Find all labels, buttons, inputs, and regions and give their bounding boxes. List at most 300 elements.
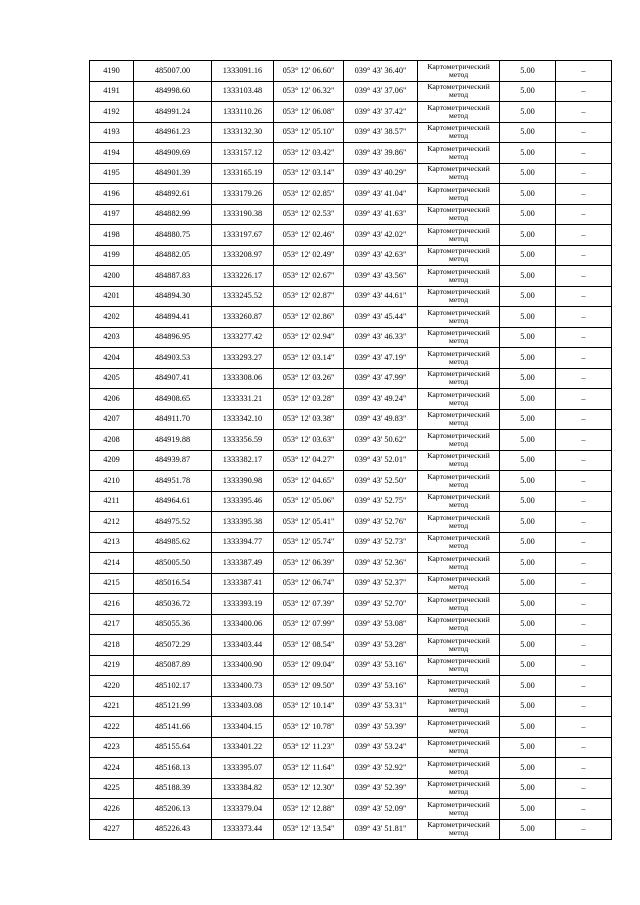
table-row	[90, 204, 612, 225]
y-coordinate-cell: 1333387.41	[212, 573, 274, 594]
table-row	[90, 348, 612, 369]
table-row	[90, 737, 612, 758]
accuracy-cell: 5.00	[500, 266, 556, 287]
latitude-cell: 053° 12' 12.30"	[274, 778, 344, 799]
accuracy-cell: 5.00	[500, 245, 556, 266]
latitude-cell: 053° 12' 08.54"	[274, 635, 344, 656]
x-coordinate-cell: 484901.39	[134, 163, 212, 184]
accuracy-cell: 5.00	[500, 102, 556, 123]
latitude-cell: 053° 12' 03.28"	[274, 389, 344, 410]
y-coordinate-cell: 1333356.59	[212, 430, 274, 451]
accuracy-cell: 5.00	[500, 594, 556, 615]
point-number-cell: 4214	[90, 553, 134, 574]
accuracy-cell: 5.00	[500, 122, 556, 143]
latitude-cell: 053° 12' 11.64"	[274, 758, 344, 779]
accuracy-cell: 5.00	[500, 532, 556, 553]
longitude-cell: 039° 43' 52.01"	[344, 450, 418, 471]
table-row	[90, 143, 612, 164]
table-row	[90, 102, 612, 123]
longitude-cell: 039° 43' 49.83"	[344, 409, 418, 430]
note-cell: –	[556, 676, 612, 697]
longitude-cell: 039° 43' 39.86"	[344, 143, 418, 164]
longitude-cell: 039° 43' 53.24"	[344, 737, 418, 758]
x-coordinate-cell: 484882.99	[134, 204, 212, 225]
table-row	[90, 184, 612, 205]
method-cell: Картометрический метод	[418, 594, 500, 615]
table-row	[90, 368, 612, 389]
latitude-cell: 053° 12' 07.39"	[274, 594, 344, 615]
note-cell: –	[556, 573, 612, 594]
table-row	[90, 655, 612, 676]
accuracy-cell: 5.00	[500, 430, 556, 451]
note-cell: –	[556, 389, 612, 410]
note-cell: –	[556, 635, 612, 656]
table-row	[90, 430, 612, 451]
point-number-cell: 4216	[90, 594, 134, 615]
note-cell: –	[556, 758, 612, 779]
longitude-cell: 039° 43' 52.70"	[344, 594, 418, 615]
latitude-cell: 053° 12' 12.88"	[274, 799, 344, 820]
x-coordinate-cell: 485155.64	[134, 737, 212, 758]
method-cell: Картометрический метод	[418, 184, 500, 205]
table-row	[90, 532, 612, 553]
accuracy-cell: 5.00	[500, 799, 556, 820]
x-coordinate-cell: 485188.39	[134, 778, 212, 799]
latitude-cell: 053° 12' 02.67"	[274, 266, 344, 287]
y-coordinate-cell: 1333404.15	[212, 717, 274, 738]
method-cell: Картометрический метод	[418, 368, 500, 389]
note-cell: –	[556, 409, 612, 430]
table-row	[90, 163, 612, 184]
note-cell: –	[556, 81, 612, 102]
latitude-cell: 053° 12' 02.94"	[274, 327, 344, 348]
latitude-cell: 053° 12' 02.86"	[274, 307, 344, 328]
note-cell: –	[556, 696, 612, 717]
latitude-cell: 053° 12' 09.04"	[274, 655, 344, 676]
table-row	[90, 512, 612, 533]
accuracy-cell: 5.00	[500, 717, 556, 738]
latitude-cell: 053° 12' 05.74"	[274, 532, 344, 553]
y-coordinate-cell: 1333382.17	[212, 450, 274, 471]
point-number-cell: 4211	[90, 491, 134, 512]
latitude-cell: 053° 12' 05.41"	[274, 512, 344, 533]
point-number-cell: 4191	[90, 81, 134, 102]
longitude-cell: 039° 43' 52.09"	[344, 799, 418, 820]
method-cell: Картометрический метод	[418, 614, 500, 635]
method-cell: Картометрический метод	[418, 348, 500, 369]
point-number-cell: 4221	[90, 696, 134, 717]
longitude-cell: 039° 43' 36.40"	[344, 61, 418, 82]
accuracy-cell: 5.00	[500, 573, 556, 594]
note-cell: –	[556, 61, 612, 82]
method-cell: Картометрический метод	[418, 81, 500, 102]
accuracy-cell: 5.00	[500, 286, 556, 307]
x-coordinate-cell: 484939.87	[134, 450, 212, 471]
point-number-cell: 4204	[90, 348, 134, 369]
point-number-cell: 4201	[90, 286, 134, 307]
accuracy-cell: 5.00	[500, 327, 556, 348]
note-cell: –	[556, 327, 612, 348]
method-cell: Картометрический метод	[418, 102, 500, 123]
table-row	[90, 778, 612, 799]
longitude-cell: 039° 43' 37.06"	[344, 81, 418, 102]
longitude-cell: 039° 43' 40.29"	[344, 163, 418, 184]
note-cell: –	[556, 778, 612, 799]
x-coordinate-cell: 484961.23	[134, 122, 212, 143]
longitude-cell: 039° 43' 52.92"	[344, 758, 418, 779]
longitude-cell: 039° 43' 52.76"	[344, 512, 418, 533]
point-number-cell: 4195	[90, 163, 134, 184]
note-cell: –	[556, 450, 612, 471]
x-coordinate-cell: 484894.30	[134, 286, 212, 307]
longitude-cell: 039° 43' 41.63"	[344, 204, 418, 225]
point-number-cell: 4199	[90, 245, 134, 266]
latitude-cell: 053° 12' 06.39"	[274, 553, 344, 574]
table-row	[90, 819, 612, 840]
method-cell: Картометрический метод	[418, 430, 500, 451]
note-cell: –	[556, 163, 612, 184]
latitude-cell: 053° 12' 05.06"	[274, 491, 344, 512]
y-coordinate-cell: 1333393.19	[212, 594, 274, 615]
point-number-cell: 4223	[90, 737, 134, 758]
note-cell: –	[556, 553, 612, 574]
point-number-cell: 4205	[90, 368, 134, 389]
method-cell: Картометрический метод	[418, 532, 500, 553]
x-coordinate-cell: 484951.78	[134, 471, 212, 492]
table-row	[90, 81, 612, 102]
longitude-cell: 039° 43' 43.56"	[344, 266, 418, 287]
point-number-cell: 4196	[90, 184, 134, 205]
latitude-cell: 053° 12' 06.32"	[274, 81, 344, 102]
x-coordinate-cell: 484998.60	[134, 81, 212, 102]
accuracy-cell: 5.00	[500, 409, 556, 430]
latitude-cell: 053° 12' 02.87"	[274, 286, 344, 307]
y-coordinate-cell: 1333394.77	[212, 532, 274, 553]
accuracy-cell: 5.00	[500, 614, 556, 635]
y-coordinate-cell: 1333395.46	[212, 491, 274, 512]
table-row	[90, 266, 612, 287]
table-row	[90, 635, 612, 656]
y-coordinate-cell: 1333165.19	[212, 163, 274, 184]
x-coordinate-cell: 485087.89	[134, 655, 212, 676]
y-coordinate-cell: 1333379.04	[212, 799, 274, 820]
latitude-cell: 053° 12' 03.26"	[274, 368, 344, 389]
latitude-cell: 053° 12' 07.99"	[274, 614, 344, 635]
coordinates-table	[89, 60, 612, 840]
note-cell: –	[556, 491, 612, 512]
x-coordinate-cell: 484919.88	[134, 430, 212, 451]
method-cell: Картометрический метод	[418, 225, 500, 246]
x-coordinate-cell: 485036.72	[134, 594, 212, 615]
accuracy-cell: 5.00	[500, 778, 556, 799]
method-cell: Картометрический метод	[418, 819, 500, 840]
point-number-cell: 4219	[90, 655, 134, 676]
y-coordinate-cell: 1333103.48	[212, 81, 274, 102]
y-coordinate-cell: 1333387.49	[212, 553, 274, 574]
table-row	[90, 471, 612, 492]
point-number-cell: 4200	[90, 266, 134, 287]
latitude-cell: 053° 12' 02.49"	[274, 245, 344, 266]
y-coordinate-cell: 1333226.17	[212, 266, 274, 287]
latitude-cell: 053° 12' 06.08"	[274, 102, 344, 123]
method-cell: Картометрический метод	[418, 389, 500, 410]
longitude-cell: 039° 43' 44.61"	[344, 286, 418, 307]
note-cell: –	[556, 614, 612, 635]
point-number-cell: 4209	[90, 450, 134, 471]
x-coordinate-cell: 485072.29	[134, 635, 212, 656]
method-cell: Картометрический метод	[418, 471, 500, 492]
x-coordinate-cell: 484985.62	[134, 532, 212, 553]
point-number-cell: 4194	[90, 143, 134, 164]
note-cell: –	[556, 737, 612, 758]
method-cell: Картометрический метод	[418, 122, 500, 143]
note-cell: –	[556, 717, 612, 738]
latitude-cell: 053° 12' 10.78"	[274, 717, 344, 738]
table-row	[90, 758, 612, 779]
latitude-cell: 053° 12' 10.14"	[274, 696, 344, 717]
method-cell: Картометрический метод	[418, 778, 500, 799]
longitude-cell: 039° 43' 53.08"	[344, 614, 418, 635]
latitude-cell: 053° 12' 03.63"	[274, 430, 344, 451]
longitude-cell: 039° 43' 53.31"	[344, 696, 418, 717]
accuracy-cell: 5.00	[500, 61, 556, 82]
table-row	[90, 286, 612, 307]
x-coordinate-cell: 485121.99	[134, 696, 212, 717]
point-number-cell: 4220	[90, 676, 134, 697]
method-cell: Картометрический метод	[418, 286, 500, 307]
method-cell: Картометрический метод	[418, 450, 500, 471]
x-coordinate-cell: 485016.54	[134, 573, 212, 594]
y-coordinate-cell: 1333091.16	[212, 61, 274, 82]
longitude-cell: 039° 43' 46.33"	[344, 327, 418, 348]
longitude-cell: 039° 43' 53.16"	[344, 655, 418, 676]
y-coordinate-cell: 1333308.06	[212, 368, 274, 389]
method-cell: Картометрический метод	[418, 307, 500, 328]
point-number-cell: 4198	[90, 225, 134, 246]
accuracy-cell: 5.00	[500, 676, 556, 697]
method-cell: Картометрический метод	[418, 491, 500, 512]
y-coordinate-cell: 1333400.73	[212, 676, 274, 697]
latitude-cell: 053° 12' 03.42"	[274, 143, 344, 164]
note-cell: –	[556, 799, 612, 820]
y-coordinate-cell: 1333190.38	[212, 204, 274, 225]
note-cell: –	[556, 307, 612, 328]
longitude-cell: 039° 43' 53.16"	[344, 676, 418, 697]
point-number-cell: 4197	[90, 204, 134, 225]
x-coordinate-cell: 484911.70	[134, 409, 212, 430]
note-cell: –	[556, 143, 612, 164]
method-cell: Картометрический метод	[418, 409, 500, 430]
method-cell: Картометрический метод	[418, 327, 500, 348]
note-cell: –	[556, 430, 612, 451]
accuracy-cell: 5.00	[500, 225, 556, 246]
x-coordinate-cell: 485055.36	[134, 614, 212, 635]
note-cell: –	[556, 184, 612, 205]
longitude-cell: 039° 43' 52.36"	[344, 553, 418, 574]
accuracy-cell: 5.00	[500, 81, 556, 102]
table-row	[90, 594, 612, 615]
longitude-cell: 039° 43' 42.02"	[344, 225, 418, 246]
y-coordinate-cell: 1333403.44	[212, 635, 274, 656]
point-number-cell: 4192	[90, 102, 134, 123]
note-cell: –	[556, 348, 612, 369]
note-cell: –	[556, 102, 612, 123]
method-cell: Картометрический метод	[418, 266, 500, 287]
method-cell: Картометрический метод	[418, 61, 500, 82]
point-number-cell: 4217	[90, 614, 134, 635]
longitude-cell: 039° 43' 52.37"	[344, 573, 418, 594]
point-number-cell: 4206	[90, 389, 134, 410]
accuracy-cell: 5.00	[500, 696, 556, 717]
y-coordinate-cell: 1333293.27	[212, 348, 274, 369]
x-coordinate-cell: 484907.41	[134, 368, 212, 389]
table-row	[90, 225, 612, 246]
y-coordinate-cell: 1333373.44	[212, 819, 274, 840]
x-coordinate-cell: 485007.00	[134, 61, 212, 82]
point-number-cell: 4207	[90, 409, 134, 430]
x-coordinate-cell: 484909.69	[134, 143, 212, 164]
point-number-cell: 4213	[90, 532, 134, 553]
x-coordinate-cell: 484887.83	[134, 266, 212, 287]
table-row	[90, 327, 612, 348]
accuracy-cell: 5.00	[500, 512, 556, 533]
longitude-cell: 039° 43' 47.19"	[344, 348, 418, 369]
method-cell: Картометрический метод	[418, 799, 500, 820]
point-number-cell: 4190	[90, 61, 134, 82]
method-cell: Картометрический метод	[418, 737, 500, 758]
y-coordinate-cell: 1333245.52	[212, 286, 274, 307]
point-number-cell: 4225	[90, 778, 134, 799]
point-number-cell: 4203	[90, 327, 134, 348]
x-coordinate-cell: 485206.13	[134, 799, 212, 820]
y-coordinate-cell: 1333401.22	[212, 737, 274, 758]
note-cell: –	[556, 368, 612, 389]
x-coordinate-cell: 485005.50	[134, 553, 212, 574]
method-cell: Картометрический метод	[418, 717, 500, 738]
method-cell: Картометрический метод	[418, 573, 500, 594]
method-cell: Картометрический метод	[418, 553, 500, 574]
y-coordinate-cell: 1333208.97	[212, 245, 274, 266]
x-coordinate-cell: 484892.61	[134, 184, 212, 205]
accuracy-cell: 5.00	[500, 348, 556, 369]
latitude-cell: 053° 12' 02.53"	[274, 204, 344, 225]
table-row	[90, 245, 612, 266]
y-coordinate-cell: 1333179.26	[212, 184, 274, 205]
longitude-cell: 039° 43' 50.62"	[344, 430, 418, 451]
y-coordinate-cell: 1333132.30	[212, 122, 274, 143]
x-coordinate-cell: 485141.66	[134, 717, 212, 738]
x-coordinate-cell: 484896.95	[134, 327, 212, 348]
y-coordinate-cell: 1333342.10	[212, 409, 274, 430]
note-cell: –	[556, 471, 612, 492]
accuracy-cell: 5.00	[500, 655, 556, 676]
x-coordinate-cell: 484903.53	[134, 348, 212, 369]
note-cell: –	[556, 204, 612, 225]
latitude-cell: 053° 12' 09.50"	[274, 676, 344, 697]
x-coordinate-cell: 484975.52	[134, 512, 212, 533]
longitude-cell: 039° 43' 53.39"	[344, 717, 418, 738]
x-coordinate-cell: 484880.75	[134, 225, 212, 246]
y-coordinate-cell: 1333277.42	[212, 327, 274, 348]
method-cell: Картометрический метод	[418, 163, 500, 184]
method-cell: Картометрический метод	[418, 512, 500, 533]
accuracy-cell: 5.00	[500, 204, 556, 225]
longitude-cell: 039° 43' 37.42"	[344, 102, 418, 123]
longitude-cell: 039° 43' 47.99"	[344, 368, 418, 389]
point-number-cell: 4227	[90, 819, 134, 840]
point-number-cell: 4226	[90, 799, 134, 820]
longitude-cell: 039° 43' 52.73"	[344, 532, 418, 553]
table-row	[90, 491, 612, 512]
y-coordinate-cell: 1333395.07	[212, 758, 274, 779]
x-coordinate-cell: 484991.24	[134, 102, 212, 123]
point-number-cell: 4208	[90, 430, 134, 451]
x-coordinate-cell: 485102.17	[134, 676, 212, 697]
x-coordinate-cell: 485168.13	[134, 758, 212, 779]
table-row	[90, 717, 612, 738]
y-coordinate-cell: 1333260.87	[212, 307, 274, 328]
table-row	[90, 307, 612, 328]
latitude-cell: 053° 12' 03.38"	[274, 409, 344, 430]
longitude-cell: 039° 43' 53.28"	[344, 635, 418, 656]
accuracy-cell: 5.00	[500, 163, 556, 184]
latitude-cell: 053° 12' 02.46"	[274, 225, 344, 246]
method-cell: Картометрический метод	[418, 758, 500, 779]
latitude-cell: 053° 12' 05.10"	[274, 122, 344, 143]
method-cell: Картометрический метод	[418, 245, 500, 266]
latitude-cell: 053° 12' 04.65"	[274, 471, 344, 492]
point-number-cell: 4224	[90, 758, 134, 779]
latitude-cell: 053° 12' 03.14"	[274, 163, 344, 184]
accuracy-cell: 5.00	[500, 819, 556, 840]
point-number-cell: 4193	[90, 122, 134, 143]
note-cell: –	[556, 532, 612, 553]
x-coordinate-cell: 484908.65	[134, 389, 212, 410]
y-coordinate-cell: 1333197.67	[212, 225, 274, 246]
note-cell: –	[556, 594, 612, 615]
y-coordinate-cell: 1333400.90	[212, 655, 274, 676]
table-row	[90, 122, 612, 143]
method-cell: Картометрический метод	[418, 204, 500, 225]
latitude-cell: 053° 12' 06.74"	[274, 573, 344, 594]
method-cell: Картометрический метод	[418, 655, 500, 676]
table-row	[90, 676, 612, 697]
longitude-cell: 039° 43' 41.04"	[344, 184, 418, 205]
y-coordinate-cell: 1333331.21	[212, 389, 274, 410]
accuracy-cell: 5.00	[500, 471, 556, 492]
x-coordinate-cell: 484894.41	[134, 307, 212, 328]
latitude-cell: 053° 12' 02.85"	[274, 184, 344, 205]
table-row	[90, 389, 612, 410]
note-cell: –	[556, 655, 612, 676]
latitude-cell: 053° 12' 11.23"	[274, 737, 344, 758]
table-body	[90, 61, 612, 840]
accuracy-cell: 5.00	[500, 143, 556, 164]
table-row	[90, 553, 612, 574]
accuracy-cell: 5.00	[500, 758, 556, 779]
longitude-cell: 039° 43' 42.63"	[344, 245, 418, 266]
longitude-cell: 039° 43' 52.39"	[344, 778, 418, 799]
note-cell: –	[556, 266, 612, 287]
method-cell: Картометрический метод	[418, 143, 500, 164]
longitude-cell: 039° 43' 45.44"	[344, 307, 418, 328]
latitude-cell: 053° 12' 03.14"	[274, 348, 344, 369]
accuracy-cell: 5.00	[500, 450, 556, 471]
y-coordinate-cell: 1333110.26	[212, 102, 274, 123]
point-number-cell: 4218	[90, 635, 134, 656]
table-row	[90, 614, 612, 635]
point-number-cell: 4202	[90, 307, 134, 328]
